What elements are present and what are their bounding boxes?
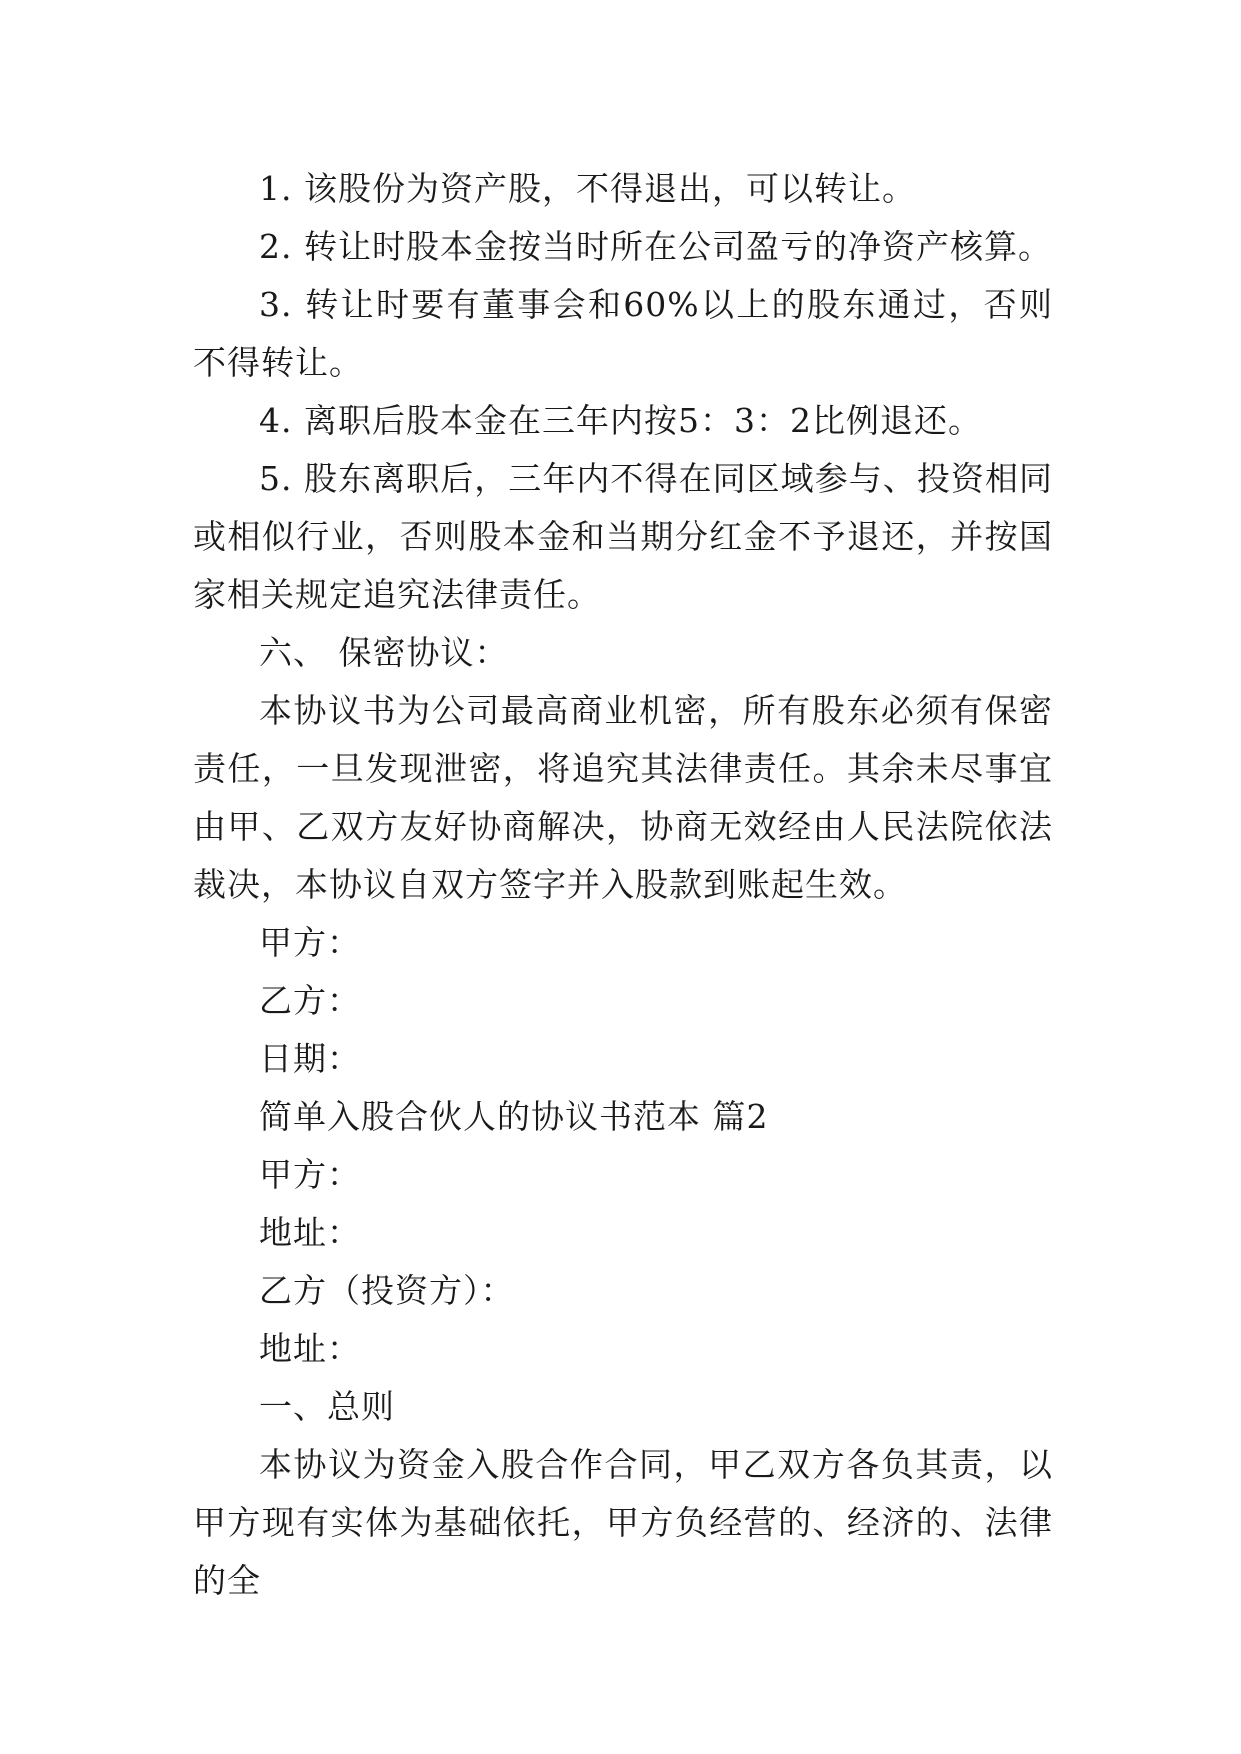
template-title: 简单入股合伙人的协议书范本 篇2 bbox=[259, 1097, 769, 1136]
document-body bbox=[193, 160, 1053, 1610]
general-paragraph: 本协议为资金入股合作合同，甲乙双方各负其责，以甲方现有实体为基础依托，甲方负经营的、经济的、法律的全 bbox=[193, 1445, 1053, 1600]
date-line: 日期： bbox=[259, 1039, 361, 1078]
section-heading-confidentiality: 六、 保密协议： bbox=[259, 633, 509, 672]
party-a-signature-line: 甲方： bbox=[259, 923, 361, 962]
clause-2: 2. 转让时股本金按当时所在公司盈亏的净资产核算。 bbox=[259, 227, 1052, 266]
clause-4: 4. 离职后股本金在三年内按5：3：2比例退还。 bbox=[259, 401, 982, 440]
clause-1: 1. 该股份为资产股，不得退出，可以转让。 bbox=[259, 169, 916, 208]
party-a-line: 甲方： bbox=[259, 1155, 361, 1194]
confidentiality-paragraph: 本协议书为公司最高商业机密，所有股东必须有保密责任，一旦发现泄密，将追究其法律责任。其余未尽事宜由甲、乙双方友好协商解决，协商无效经由人民法院依法裁决，本协议自双方签字并入股款到账起生效。 bbox=[193, 691, 1053, 904]
party-b-investor-line: 乙方（投资方）： bbox=[259, 1271, 515, 1310]
clause-5: 5. 股东离职后，三年内不得在同区域参与、投资相同或相似行业，否则股本金和当期分红金不予退还，并按国家相关规定追究法律责任。 bbox=[193, 459, 1053, 614]
clause-3: 3. 转让时要有董事会和60%以上的股东通过，否则不得转让。 bbox=[193, 285, 1053, 382]
party-b-address-line: 地址： bbox=[259, 1329, 361, 1368]
party-b-signature-line: 乙方： bbox=[259, 981, 361, 1020]
section-heading-general: 一、总则 bbox=[259, 1387, 395, 1426]
party-a-address-line: 地址： bbox=[259, 1213, 361, 1252]
